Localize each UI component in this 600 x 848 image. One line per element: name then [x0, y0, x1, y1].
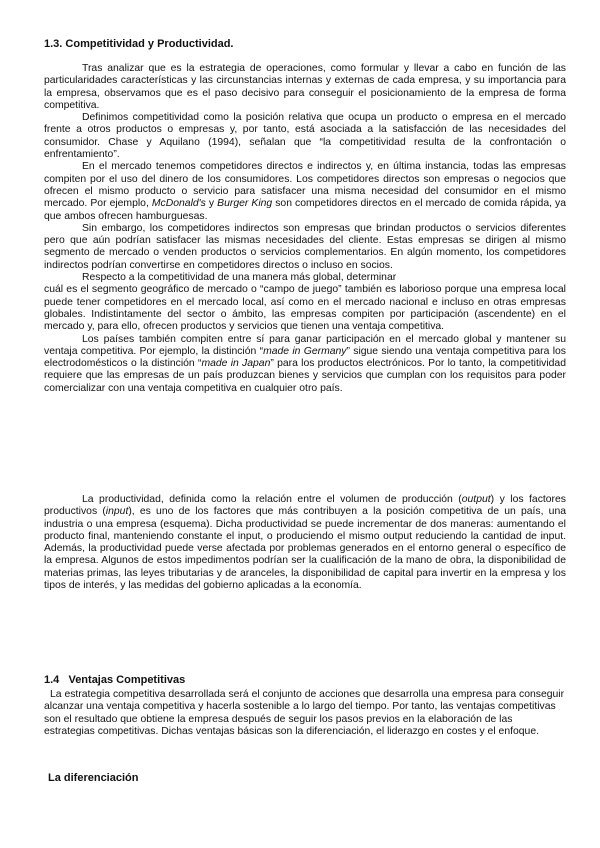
paragraph-operations-strategy: Tras analizar que es la estrategia de operaciones, como formular y llevar a cabo en función de las particularidades características y las circunstancias internas y externas de cada empresa, y su importancia para la empresa, observamos que es el paso decisivo para conseguir el posicionamiento de la empresa de forma competitiva. [44, 63, 566, 111]
term-output: output [461, 494, 491, 505]
section-title-1-4: 1.4 Ventajas Competitivas [44, 674, 186, 686]
section-1-3-productivity [44, 494, 566, 592]
label-made-in-germany: made in Germany [263, 345, 347, 357]
text-run: En el mercado tenemos competidores directos e indirectos y, en última instancia, todas las empresas compiten por el uso del dinero de los consumidores. Los competidores directos son empresas o negocios que ofrecen el mismo producto o servicio para satisfacer una misma necesidad del consumidor en el mismo mercado. Por ejemplo, [44, 161, 566, 210]
paragraph-competitive-advantages: La estrategia competitiva desarrollada será el conjunto de acciones que desarrolla una empresa para conseguir alcanzar una ventaja competitiva y hacerla sostenible a lo largo del tiempo. Por tanto, las ventajas competitivas son el resultado que obtiene la empresa después de seguir los pasos previos en la elaboración de las estrategias competitivas. Dichas ventajas básicas son la diferenciación, el liderazgo en costes y el enfoque. [44, 689, 565, 737]
text-run: La productividad, definida como la relación entre el volumen de producción ( [82, 494, 462, 505]
section-1-4-body [44, 689, 566, 738]
section-title-1-3: 1.3. Competitividad y Productividad. [44, 38, 234, 50]
text-run: y [205, 198, 218, 210]
paragraph-productivity [44, 494, 566, 592]
text-run: ” sigue siendo una ventaja competitiva para los electrodomésticos o la distinción “ [44, 345, 566, 370]
text-line: Respecto a la competitividad de una manera más global, determinar [82, 272, 397, 284]
brand-mcdonalds: McDonald's [151, 198, 206, 210]
brand-burger-king: Burger King [217, 198, 273, 210]
paragraph-global-competitiveness-cont: cuál es el segmento geográfico de mercado o “campo de juego” también es laborioso porque una empresa local puede tener competidores en el mercado local, así como en el mercado nacional e incluso en otras empresas globales. Indistintamente del sector o ámbito, las empresas compiten por participación (ascendente) en el mercado y, para ello, ofrecen productos y servicios que tienen una ventaja competitiva. [44, 284, 566, 333]
text-run: ), es uno de los factores que más contribuyen a la posición competitiva de un país, una industria o una empresa (esquema). Dicha productividad se puede incrementar de dos maneras: aumentando el producto final, manteniendo constante el input, o produciendo el mismo output reduciendo la cantidad de input. Además, la productividad puede verse afectada por problemas generados en el entorno general o específico de la empresa. Algunos de estos impedimentos podrían ser la cualificación de la mano de obra, la disponibilidad de materias primas, las leyes tributarias y de aranceles, la disponibilidad de capital para invertir en la empresa y los tipos de interés, y las medidas del gobierno aplicadas a la economía. [44, 506, 567, 592]
text-run: Los países también compiten entre sí para ganar participación en el mercado global y mantener su ventaja competitiva. Por ejemplo, la distinción “ [44, 333, 566, 357]
section-1-3-body [44, 63, 566, 395]
text-run: ” para los productos electrónicos. Por lo tanto, la competitividad requiere que las empresas de un país produzcan bienes y servicios que cumplan con los requisitos para poder comercializar con una ventaja competitiva en cualquier otro país. [44, 358, 566, 394]
paragraph-global-competitiveness [44, 272, 566, 284]
text-run: son competidores directos en el mercado de comida rápida, ya que ambos ofrecen hamburguesas. [44, 198, 566, 222]
paragraph-indirect-competitors: Sin embargo, los competidores indirectos son empresas que brindan productos o servicios diferentes pero que aún podrían satisfacer las mismas necesidades del cliente. Estas empresas se dirigen al mismo segmento de mercado o venden productos o servicios complementarios. En algún momento, los competidores indirectos podrían convertirse en competidores directos o incluso en socios. [44, 222, 566, 271]
term-input: input [105, 506, 129, 518]
text-run: ) y los factores productivos ( [44, 494, 566, 518]
paragraph-direct-competitors [44, 161, 566, 222]
label-made-in-japan: made in Japan [201, 358, 271, 370]
paragraph-countries-compete [44, 334, 566, 395]
subsection-title-differentiation: La diferenciación [48, 772, 139, 784]
paragraph-competitiveness-definition: Definimos competitividad como la posición relativa que ocupa un producto o empresa en el mercado frente a otros productos o empresas y, por tanto, está asociada a la satisfacción de las necesidades del consumidor. Chase y Aquilano (1994), señalan que “la competitividad resulta de la confrontación o enfrentamiento”. [44, 112, 566, 161]
